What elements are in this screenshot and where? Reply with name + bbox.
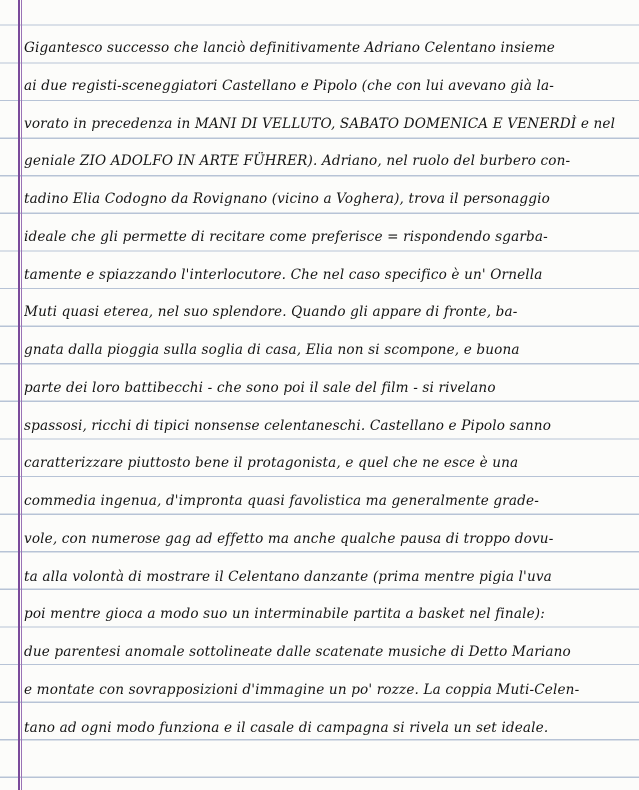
text-line: tadino Elia Codogno da Rovignano (vicino a Voghera), trova il personaggio — [24, 191, 550, 207]
text-line: vole, con numerose gag ad effetto ma anche qualche pausa di troppo dovu- — [24, 530, 554, 547]
text-line: ideale che gli permette di recitare come preferisce = rispondendo sgarba- — [24, 228, 548, 245]
text-line: commedia ingenua, d'impronta quasi favolistica ma generalmente grade- — [24, 493, 539, 509]
text-line: Muti quasi eterea, nel suo splendore. Quando gli appare di fronte, ba- — [24, 304, 518, 321]
text-line: parte dei loro battibecchi - che sono poi il sale del film - si rivelano — [24, 379, 496, 396]
handwritten-text — [24, 30, 639, 747]
text-line: ai due registi-sceneggiatori Castellano e Pipolo (che con lui avevano già la- — [24, 77, 554, 94]
margin-rule — [18, 0, 20, 790]
text-line: geniale ZIO ADOLFO IN ARTE FÜHRER). Adriano, nel ruolo del burbero con- — [24, 153, 571, 170]
text-line: tano ad ogni modo funziona e il casale di campagna si rivela un set ideale. — [24, 719, 549, 736]
text-line: due parentesi anomale sottolineate dalle scatenate musiche di Detto Mariano — [24, 644, 571, 660]
text-line: caratterizzare piuttosto bene il protagonista, e quel che ne esce è una — [24, 455, 519, 472]
text-line: vorato in precedenza in MANI DI VELLUTO, SABATO DOMENICA E VENERDÌ e nel — [24, 115, 616, 132]
text-line: poi mentre gioca a modo suo un interminabile partita a basket nel finale): — [24, 606, 545, 623]
margin-rule-inner — [21, 0, 22, 790]
text-line: Gigantesco successo che lanciò definitivamente Adriano Celentano insieme — [24, 40, 555, 56]
text-line: ta alla volontà di mostrare il Celentano danzante (prima mentre pigia l'uva — [24, 568, 552, 585]
text-line: spassosi, ricchi di tipici nonsense celentaneschi. Castellano e Pipolo sanno — [24, 417, 552, 434]
text-line: tamente e spiazzando l'interlocutore. Che nel caso specifico è un' Ornella — [24, 266, 543, 283]
text-line: e montate con sovrapposizioni d'immagine un po' rozze. La coppia Muti-Celen- — [24, 681, 580, 698]
text-line: gnata dalla pioggia sulla soglia di casa, Elia non si scompone, e buona — [24, 342, 520, 358]
